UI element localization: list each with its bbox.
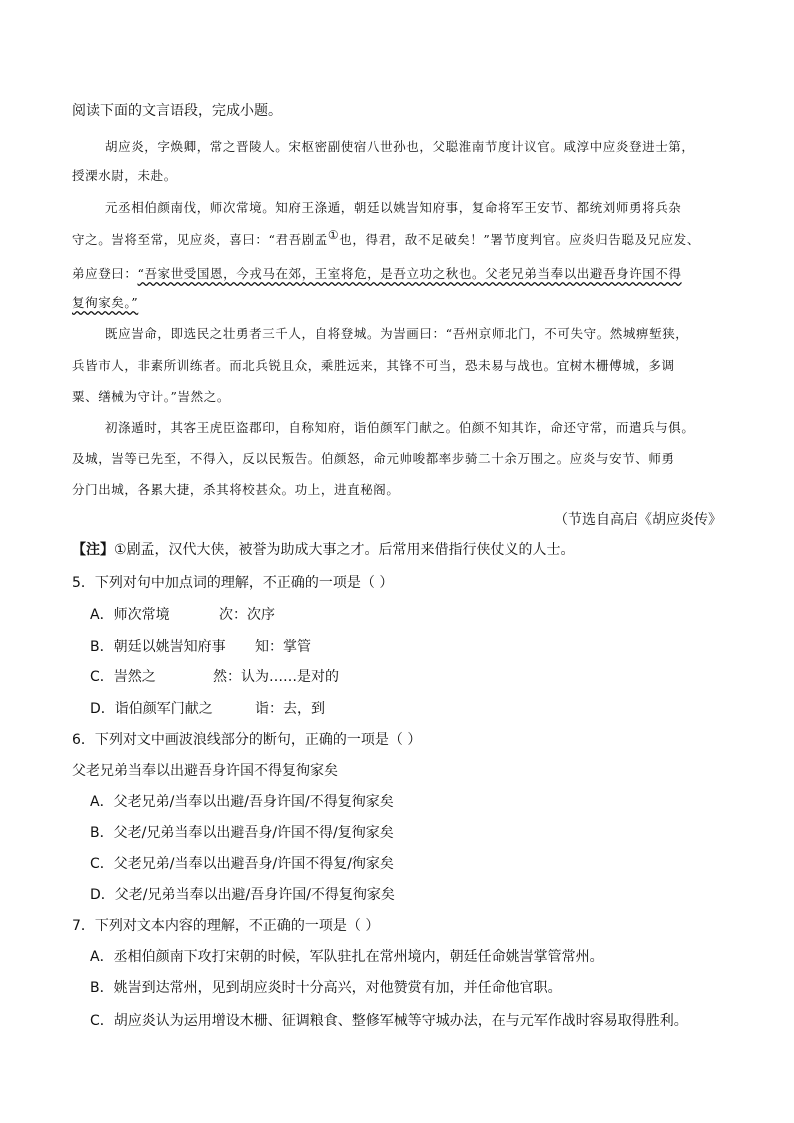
passage-line: 既应訔命，即选民之壮勇者三千人，自将登城。为訔画曰：“吾州京师北门，不可失守。然城痹堑狭， xyxy=(105,326,689,341)
annotation-note xyxy=(72,539,575,559)
option-gloss: 然：认为……是对的 xyxy=(213,669,339,685)
question-6-sentence: 父老兄弟当奉以出避吾身许国不得复徇家矣 xyxy=(72,763,338,779)
note-label: 【注】 xyxy=(72,542,114,558)
passage-text: 弟应登曰： xyxy=(72,266,138,281)
question-5-option-a[interactable] xyxy=(90,604,275,624)
passage-line: 及城，訔等已先至，不得入，反以民叛告。伯颜怒，命元帅唆都率步骑二十余万围之。应炎与安节、师勇 xyxy=(72,451,675,466)
wavy-underlined-text: 复徇家矣。” xyxy=(72,295,139,310)
question-6-option-c[interactable]: C．父老兄弟/当奉以出避吾身/许国不得复/徇家矣 xyxy=(90,856,394,872)
option-label: A．师次常境 xyxy=(90,607,170,623)
question-5-option-d[interactable] xyxy=(90,698,325,718)
option-gloss: 诣：去，到 xyxy=(255,701,325,717)
source-citation: （节选自高启《胡应炎传》 xyxy=(554,512,722,528)
option-gloss: 次：次序 xyxy=(219,607,275,623)
footnote-marker: ① xyxy=(114,542,127,558)
question-5-option-b[interactable] xyxy=(90,636,311,656)
passage-line: 胡应炎，字焕卿，常之晋陵人。宋枢密副使宿八世孙也，父聪淮南节度计议官。咸淳中应炎登进士第， xyxy=(105,139,695,154)
instruction-text: 阅读下面的文言语段，完成小题。 xyxy=(72,103,282,119)
question-6-option-d[interactable]: D．父老/兄弟当奉以出避/吾身许国/不得复徇家矣 xyxy=(90,887,395,903)
passage-line: 兵皆市人，非素所训练者。而北兵锐且众，乘胜远来，其锋不可当，恐未易与战也。宜树木栅傅城，多调 xyxy=(72,358,675,373)
wavy-underlined-text: “吾家世受国恩，今戎马在郊，王室将危，是吾立功之秋也。父老兄弟当奉以出避吾身许国不得 xyxy=(137,266,682,281)
note-text: 剧孟，汉代大侠，被誉为助成大事之才。后常用来借指行侠仗义的人士。 xyxy=(126,542,575,558)
question-6-option-a[interactable]: A．父老兄弟/当奉以出避/吾身许国/不得复徇家矣 xyxy=(90,794,394,810)
question-7-option-c[interactable]: C．胡应炎认为运用增设木栅、征调粮食、整修军械等守城办法，在与元军作战时容易取得胜利。 xyxy=(90,1013,688,1029)
passage-line xyxy=(72,227,700,248)
passage-text: 守之。訔将至常，见应炎，喜曰：“君吾剧孟 xyxy=(72,232,328,247)
passage-line: 初涤遁时，其客王虎臣盗郡印，自称知府，诣伯颜军门献之。伯颜不知其诈，命还守常，而遣兵与俱。 xyxy=(105,420,695,435)
question-5-stem: 5．下列对句中加点词的理解，不正确的一项是（ ） xyxy=(72,575,394,591)
passage-line xyxy=(72,264,682,282)
option-gloss: 知：掌管 xyxy=(255,639,311,655)
question-6-stem: 6．下列对文中画波浪线部分的断句，正确的一项是（ ） xyxy=(72,732,422,748)
question-6-option-b[interactable]: B．父老/兄弟当奉以出避吾身/许国不得/复徇家矣 xyxy=(90,825,394,841)
question-7-stem: 7．下列对文本内容的理解，不正确的一项是（ ） xyxy=(72,918,380,934)
passage-line: 元丞相伯颜南伐，师次常境。知府王涤遁，朝廷以姚訔知府事，复命将军王安节、都统刘师勇将兵杂 xyxy=(105,200,682,215)
passage-line: 粟、缮械为守计。”訔然之。 xyxy=(72,389,230,404)
option-label: D．诣伯颜军门献之 xyxy=(90,701,213,717)
passage-line: 授溧水尉，未赴。 xyxy=(72,168,177,183)
question-5-option-c[interactable] xyxy=(90,666,339,686)
passage-line xyxy=(72,293,138,311)
question-7-option-b[interactable]: B．姚訔到达常州，见到胡应炎时十分高兴，对他赞赏有加，并任命他官职。 xyxy=(90,980,562,996)
question-7-option-a[interactable]: A．丞相伯颜南下攻打宋朝的时候，军队驻扎在常州境内，朝廷任命姚訔掌管常州。 xyxy=(90,949,604,965)
passage-line: 分门出城，各累大捷，杀其将校甚众。功上，进直秘阁。 xyxy=(72,482,400,497)
option-label: C．訔然之 xyxy=(90,669,156,685)
passage-text: 也，得君，敌不足破矣！”署节度判官。应炎归告聪及兄应发、 xyxy=(339,232,700,247)
footnote-marker: ① xyxy=(327,227,340,242)
option-label: B．朝廷以姚訔知府事 xyxy=(90,639,226,655)
